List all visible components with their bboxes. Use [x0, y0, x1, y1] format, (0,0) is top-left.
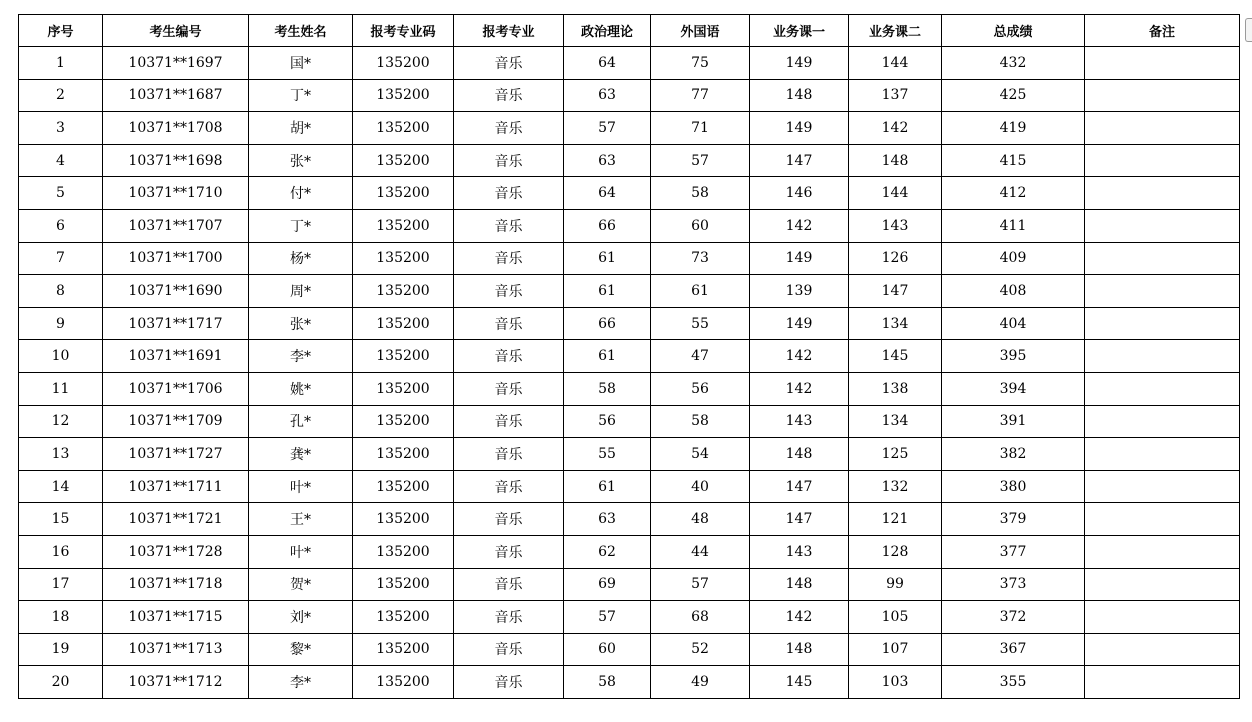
total-score-cell: 355 [942, 666, 1085, 699]
politics-score-cell: 61 [564, 275, 651, 308]
course-one-score-cell: 148 [750, 633, 849, 666]
total-score-cell: 409 [942, 242, 1085, 275]
total-score-cell: 377 [942, 535, 1085, 568]
foreign-language-score-cell: 57 [651, 144, 750, 177]
major-code-cell: 135200 [353, 601, 454, 634]
politics-score-cell: 64 [564, 47, 651, 80]
candidate-id-cell: 10371**1708 [103, 112, 249, 145]
major-code-cell: 135200 [353, 372, 454, 405]
score-table [18, 14, 1240, 699]
major-code-cell: 135200 [353, 209, 454, 242]
course-two-score-cell: 143 [849, 209, 942, 242]
score-sheet [18, 14, 1240, 699]
candidate-id-cell: 10371**1706 [103, 372, 249, 405]
foreign-language-score-cell: 75 [651, 47, 750, 80]
course-one-score-cell: 149 [750, 112, 849, 145]
total-score-cell: 391 [942, 405, 1085, 438]
course-two-score-cell: 105 [849, 601, 942, 634]
politics-score-cell: 66 [564, 307, 651, 340]
politics-score-cell: 57 [564, 601, 651, 634]
foreign-language-score-cell: 61 [651, 275, 750, 308]
course-two-score-cell: 137 [849, 79, 942, 112]
header-major: 报考专业 [454, 15, 564, 47]
foreign-language-score-cell: 57 [651, 568, 750, 601]
foreign-language-score-cell: 58 [651, 405, 750, 438]
politics-score-cell: 63 [564, 79, 651, 112]
candidate-id-cell: 10371**1711 [103, 470, 249, 503]
remarks-cell [1085, 209, 1240, 242]
table-row [19, 47, 1240, 80]
major-cell: 音乐 [454, 112, 564, 145]
course-two-score-cell: 125 [849, 438, 942, 471]
index-cell: 15 [19, 503, 103, 536]
total-score-cell: 367 [942, 633, 1085, 666]
total-score-cell: 372 [942, 601, 1085, 634]
major-code-cell: 135200 [353, 47, 454, 80]
foreign-language-score-cell: 55 [651, 307, 750, 340]
remarks-cell [1085, 568, 1240, 601]
score-table-body [19, 47, 1240, 699]
candidate-name-cell: 孔* [249, 405, 353, 438]
course-one-score-cell: 149 [750, 47, 849, 80]
candidate-name-cell: 叶* [249, 535, 353, 568]
table-row [19, 242, 1240, 275]
candidate-id-cell: 10371**1710 [103, 177, 249, 210]
foreign-language-score-cell: 54 [651, 438, 750, 471]
course-one-score-cell: 147 [750, 503, 849, 536]
index-cell: 5 [19, 177, 103, 210]
index-cell: 8 [19, 275, 103, 308]
foreign-language-score-cell: 40 [651, 470, 750, 503]
course-one-score-cell: 147 [750, 470, 849, 503]
course-two-score-cell: 103 [849, 666, 942, 699]
course-two-score-cell: 134 [849, 405, 942, 438]
candidate-id-cell: 10371**1691 [103, 340, 249, 373]
course-two-score-cell: 134 [849, 307, 942, 340]
table-row [19, 535, 1240, 568]
foreign-language-score-cell: 56 [651, 372, 750, 405]
major-code-cell: 135200 [353, 405, 454, 438]
major-cell: 音乐 [454, 144, 564, 177]
major-cell: 音乐 [454, 275, 564, 308]
table-row [19, 633, 1240, 666]
table-row [19, 340, 1240, 373]
candidate-id-cell: 10371**1715 [103, 601, 249, 634]
remarks-cell [1085, 112, 1240, 145]
politics-score-cell: 64 [564, 177, 651, 210]
table-row [19, 144, 1240, 177]
major-cell: 音乐 [454, 503, 564, 536]
remarks-cell [1085, 601, 1240, 634]
header-course-one: 业务课一 [750, 15, 849, 47]
course-one-score-cell: 142 [750, 340, 849, 373]
politics-score-cell: 57 [564, 112, 651, 145]
foreign-language-score-cell: 58 [651, 177, 750, 210]
major-cell: 音乐 [454, 209, 564, 242]
remarks-cell [1085, 503, 1240, 536]
total-score-cell: 411 [942, 209, 1085, 242]
total-score-cell: 408 [942, 275, 1085, 308]
index-cell: 19 [19, 633, 103, 666]
major-cell: 音乐 [454, 340, 564, 373]
table-row [19, 503, 1240, 536]
candidate-name-cell: 姚* [249, 372, 353, 405]
major-code-cell: 135200 [353, 666, 454, 699]
header-candidate-name: 考生姓名 [249, 15, 353, 47]
total-score-cell: 425 [942, 79, 1085, 112]
header-major-code: 报考专业码 [353, 15, 454, 47]
major-cell: 音乐 [454, 633, 564, 666]
total-score-cell: 379 [942, 503, 1085, 536]
course-two-score-cell: 144 [849, 47, 942, 80]
remarks-cell [1085, 438, 1240, 471]
total-score-cell: 394 [942, 372, 1085, 405]
remarks-cell [1085, 405, 1240, 438]
header-remarks: 备注 [1085, 15, 1240, 47]
major-code-cell: 135200 [353, 470, 454, 503]
course-two-score-cell: 128 [849, 535, 942, 568]
course-two-score-cell: 107 [849, 633, 942, 666]
politics-score-cell: 55 [564, 438, 651, 471]
total-score-cell: 382 [942, 438, 1085, 471]
table-row [19, 470, 1240, 503]
major-cell: 音乐 [454, 601, 564, 634]
candidate-name-cell: 丁* [249, 209, 353, 242]
index-cell: 1 [19, 47, 103, 80]
major-cell: 音乐 [454, 47, 564, 80]
candidate-id-cell: 10371**1707 [103, 209, 249, 242]
course-one-score-cell: 148 [750, 79, 849, 112]
foreign-language-score-cell: 44 [651, 535, 750, 568]
major-cell: 音乐 [454, 177, 564, 210]
course-one-score-cell: 143 [750, 405, 849, 438]
remarks-cell [1085, 535, 1240, 568]
table-row [19, 79, 1240, 112]
index-cell: 11 [19, 372, 103, 405]
politics-score-cell: 63 [564, 144, 651, 177]
course-one-score-cell: 143 [750, 535, 849, 568]
candidate-id-cell: 10371**1687 [103, 79, 249, 112]
remarks-cell [1085, 242, 1240, 275]
index-cell: 20 [19, 666, 103, 699]
major-cell: 音乐 [454, 438, 564, 471]
remarks-cell [1085, 144, 1240, 177]
course-one-score-cell: 142 [750, 601, 849, 634]
header-course-two: 业务课二 [849, 15, 942, 47]
candidate-name-cell: 张* [249, 144, 353, 177]
foreign-language-score-cell: 52 [651, 633, 750, 666]
politics-score-cell: 56 [564, 405, 651, 438]
candidate-id-cell: 10371**1728 [103, 535, 249, 568]
remarks-cell [1085, 275, 1240, 308]
total-score-cell: 373 [942, 568, 1085, 601]
major-code-cell: 135200 [353, 177, 454, 210]
candidate-id-cell: 10371**1697 [103, 47, 249, 80]
foreign-language-score-cell: 73 [651, 242, 750, 275]
remarks-cell [1085, 633, 1240, 666]
candidate-name-cell: 刘* [249, 601, 353, 634]
candidate-name-cell: 胡* [249, 112, 353, 145]
politics-score-cell: 63 [564, 503, 651, 536]
total-score-cell: 404 [942, 307, 1085, 340]
course-two-score-cell: 142 [849, 112, 942, 145]
total-score-cell: 395 [942, 340, 1085, 373]
politics-score-cell: 61 [564, 242, 651, 275]
course-one-score-cell: 149 [750, 242, 849, 275]
table-row [19, 209, 1240, 242]
candidate-name-cell: 国* [249, 47, 353, 80]
course-two-score-cell: 144 [849, 177, 942, 210]
table-row [19, 372, 1240, 405]
index-cell: 3 [19, 112, 103, 145]
header-total: 总成绩 [942, 15, 1085, 47]
major-code-cell: 135200 [353, 242, 454, 275]
course-two-score-cell: 126 [849, 242, 942, 275]
course-one-score-cell: 139 [750, 275, 849, 308]
index-cell: 9 [19, 307, 103, 340]
candidate-name-cell: 丁* [249, 79, 353, 112]
table-row [19, 177, 1240, 210]
header-index: 序号 [19, 15, 103, 47]
candidate-id-cell: 10371**1727 [103, 438, 249, 471]
foreign-language-score-cell: 47 [651, 340, 750, 373]
major-cell: 音乐 [454, 372, 564, 405]
major-cell: 音乐 [454, 666, 564, 699]
table-row [19, 112, 1240, 145]
total-score-cell: 432 [942, 47, 1085, 80]
foreign-language-score-cell: 77 [651, 79, 750, 112]
candidate-name-cell: 杨* [249, 242, 353, 275]
candidate-name-cell: 李* [249, 340, 353, 373]
table-row [19, 666, 1240, 699]
major-cell: 音乐 [454, 568, 564, 601]
total-score-cell: 380 [942, 470, 1085, 503]
politics-score-cell: 62 [564, 535, 651, 568]
total-score-cell: 419 [942, 112, 1085, 145]
course-one-score-cell: 146 [750, 177, 849, 210]
major-code-cell: 135200 [353, 144, 454, 177]
candidate-id-cell: 10371**1712 [103, 666, 249, 699]
index-cell: 17 [19, 568, 103, 601]
politics-score-cell: 58 [564, 372, 651, 405]
politics-score-cell: 69 [564, 568, 651, 601]
course-one-score-cell: 142 [750, 209, 849, 242]
foreign-language-score-cell: 71 [651, 112, 750, 145]
remarks-cell [1085, 177, 1240, 210]
major-code-cell: 135200 [353, 503, 454, 536]
remarks-cell [1085, 79, 1240, 112]
candidate-name-cell: 李* [249, 666, 353, 699]
header-row [19, 15, 1240, 47]
candidate-name-cell: 黎* [249, 633, 353, 666]
course-two-score-cell: 99 [849, 568, 942, 601]
table-row [19, 307, 1240, 340]
index-cell: 7 [19, 242, 103, 275]
table-row [19, 438, 1240, 471]
major-code-cell: 135200 [353, 340, 454, 373]
politics-score-cell: 66 [564, 209, 651, 242]
table-row [19, 601, 1240, 634]
candidate-name-cell: 贺* [249, 568, 353, 601]
candidate-name-cell: 王* [249, 503, 353, 536]
candidate-name-cell: 龚* [249, 438, 353, 471]
course-two-score-cell: 145 [849, 340, 942, 373]
major-cell: 音乐 [454, 405, 564, 438]
course-one-score-cell: 149 [750, 307, 849, 340]
course-two-score-cell: 147 [849, 275, 942, 308]
candidate-id-cell: 10371**1709 [103, 405, 249, 438]
remarks-cell [1085, 307, 1240, 340]
remarks-cell [1085, 47, 1240, 80]
remarks-cell [1085, 470, 1240, 503]
total-score-cell: 412 [942, 177, 1085, 210]
course-two-score-cell: 132 [849, 470, 942, 503]
major-code-cell: 135200 [353, 79, 454, 112]
header-foreign-language: 外国语 [651, 15, 750, 47]
candidate-name-cell: 付* [249, 177, 353, 210]
index-cell: 14 [19, 470, 103, 503]
course-one-score-cell: 148 [750, 568, 849, 601]
total-score-cell: 415 [942, 144, 1085, 177]
candidate-id-cell: 10371**1713 [103, 633, 249, 666]
major-code-cell: 135200 [353, 307, 454, 340]
major-cell: 音乐 [454, 535, 564, 568]
major-code-cell: 135200 [353, 112, 454, 145]
index-cell: 18 [19, 601, 103, 634]
candidate-name-cell: 张* [249, 307, 353, 340]
remarks-cell [1085, 666, 1240, 699]
course-one-score-cell: 147 [750, 144, 849, 177]
major-code-cell: 135200 [353, 568, 454, 601]
course-one-score-cell: 145 [750, 666, 849, 699]
foreign-language-score-cell: 48 [651, 503, 750, 536]
index-cell: 6 [19, 209, 103, 242]
index-cell: 16 [19, 535, 103, 568]
major-code-cell: 135200 [353, 633, 454, 666]
politics-score-cell: 58 [564, 666, 651, 699]
course-two-score-cell: 138 [849, 372, 942, 405]
remarks-cell [1085, 340, 1240, 373]
table-row [19, 275, 1240, 308]
candidate-id-cell: 10371**1718 [103, 568, 249, 601]
politics-score-cell: 61 [564, 340, 651, 373]
major-code-cell: 135200 [353, 275, 454, 308]
candidate-name-cell: 周* [249, 275, 353, 308]
table-row [19, 405, 1240, 438]
foreign-language-score-cell: 49 [651, 666, 750, 699]
major-cell: 音乐 [454, 470, 564, 503]
remarks-cell [1085, 372, 1240, 405]
foreign-language-score-cell: 68 [651, 601, 750, 634]
index-cell: 12 [19, 405, 103, 438]
index-cell: 2 [19, 79, 103, 112]
candidate-id-cell: 10371**1721 [103, 503, 249, 536]
major-code-cell: 135200 [353, 438, 454, 471]
candidate-id-cell: 10371**1698 [103, 144, 249, 177]
header-candidate-id: 考生编号 [103, 15, 249, 47]
major-cell: 音乐 [454, 242, 564, 275]
table-row [19, 568, 1240, 601]
course-two-score-cell: 148 [849, 144, 942, 177]
candidate-id-cell: 10371**1690 [103, 275, 249, 308]
candidate-name-cell: 叶* [249, 470, 353, 503]
index-cell: 10 [19, 340, 103, 373]
edge-scroll-tab[interactable] [1245, 18, 1252, 42]
foreign-language-score-cell: 60 [651, 209, 750, 242]
candidate-id-cell: 10371**1700 [103, 242, 249, 275]
course-one-score-cell: 142 [750, 372, 849, 405]
course-two-score-cell: 121 [849, 503, 942, 536]
header-politics: 政治理论 [564, 15, 651, 47]
politics-score-cell: 61 [564, 470, 651, 503]
major-cell: 音乐 [454, 79, 564, 112]
politics-score-cell: 60 [564, 633, 651, 666]
candidate-id-cell: 10371**1717 [103, 307, 249, 340]
course-one-score-cell: 148 [750, 438, 849, 471]
major-code-cell: 135200 [353, 535, 454, 568]
index-cell: 4 [19, 144, 103, 177]
index-cell: 13 [19, 438, 103, 471]
major-cell: 音乐 [454, 307, 564, 340]
